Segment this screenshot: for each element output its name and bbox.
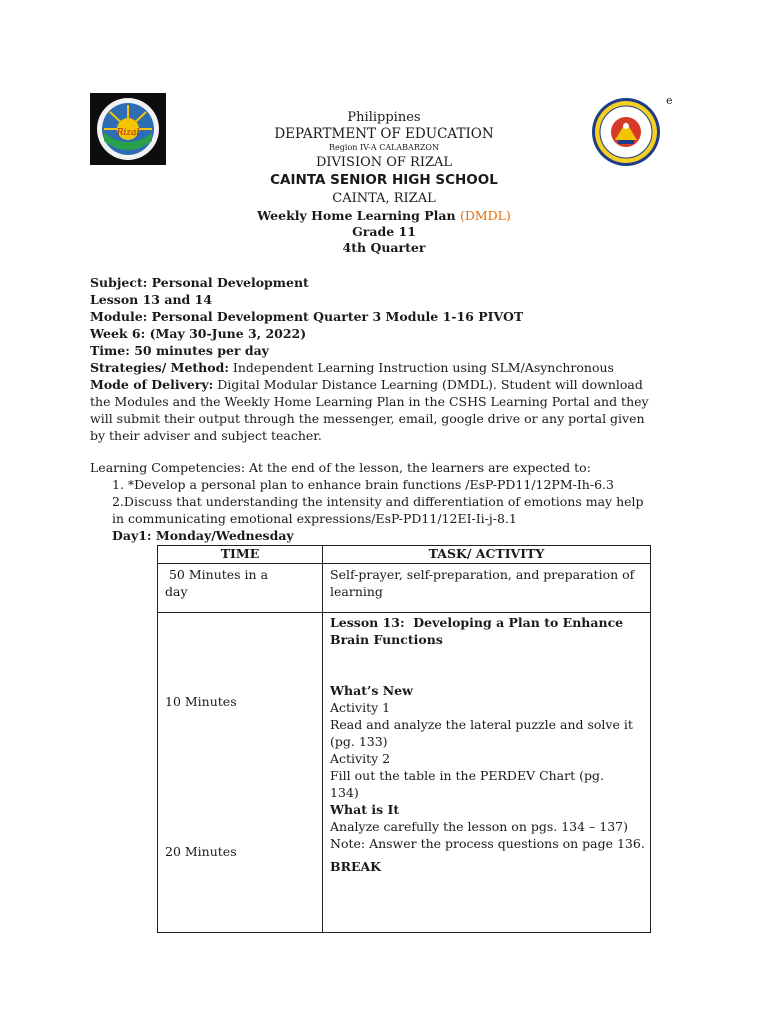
competencies-intro: Learning Competencies: At the end of the lesson, the learners are expected to: — [90, 460, 591, 475]
activity-1-desc-cont: (pg. 133) — [330, 734, 388, 749]
delivery-line-3: will submit their output through the messenger, email, google drive or any portal given — [90, 411, 645, 426]
time-10-minutes: 10 Minutes — [165, 694, 237, 709]
department-label: DEPARTMENT OF EDUCATION — [274, 126, 494, 142]
time-header: TIME — [158, 546, 323, 564]
lesson-line: Lesson 13 and 14 — [90, 292, 213, 307]
quarter-label: 4th Quarter — [342, 240, 426, 255]
time-line: Time: 50 minutes per day — [90, 343, 269, 358]
delivery-value: Digital Modular Distance Learning (DMDL). Student will download — [213, 377, 643, 392]
competency-1: 1. *Develop a personal plan to enhance brain functions /EsP-PD11/12PM-Ih-6.3 — [112, 477, 614, 492]
learning-plan-table — [157, 545, 651, 933]
grade-label: Grade 11 — [352, 224, 416, 239]
what-is-it-heading: What is It — [330, 802, 400, 817]
plan-mode: (DMDL) — [459, 208, 511, 223]
delivery-line — [90, 376, 680, 393]
activity-2-desc-cont: 134) — [330, 785, 359, 800]
activity-1-label: Activity 1 — [330, 700, 391, 715]
strategies-line — [90, 359, 680, 376]
strategies-value: Independent Learning Instruction using SLM/Asynchronous — [228, 360, 614, 375]
task-text-cont: learning — [330, 584, 383, 599]
corner-mark: e — [666, 94, 673, 107]
strategies-label: Strategies/ Method: — [90, 360, 229, 375]
delivery-line-2: the Modules and the Weekly Home Learning Plan in the CSHS Learning Portal and they — [90, 394, 649, 409]
subject-line: Subject: Personal Development — [90, 275, 309, 290]
note-text: Note: Answer the process questions on page 136. — [330, 836, 645, 851]
time-cell — [158, 564, 323, 613]
plan-title — [0, 208, 768, 223]
day-label: Day1: Monday/Wednesday — [112, 528, 294, 543]
school-location: CAINTA, RIZAL — [332, 191, 436, 206]
info-block — [90, 274, 680, 444]
activity-2-label: Activity 2 — [330, 751, 391, 766]
activity-2-desc: Fill out the table in the PERDEV Chart (pg. — [330, 768, 604, 783]
competency-2: 2.Discuss that understanding the intensity and differentiation of emotions may help — [112, 494, 644, 509]
time-text: 50 Minutes in a — [165, 567, 269, 582]
task-cell — [323, 613, 651, 933]
time-cell — [158, 613, 323, 933]
country-label: Philippines — [347, 110, 421, 125]
week-line: Week 6: (May 30-June 3, 2022) — [90, 326, 307, 341]
table-row — [158, 564, 651, 613]
lesson-title: Lesson 13: Developing a Plan to Enhance — [330, 615, 624, 630]
competencies-block — [90, 459, 680, 544]
school-name: CAINTA SENIOR HIGH SCHOOL — [270, 172, 498, 188]
region-label: Region IV-A CALABARZON — [329, 143, 439, 152]
svg-text:Rizal: Rizal — [116, 128, 140, 138]
table-row — [158, 613, 651, 933]
module-line: Module: Personal Development Quarter 3 Module 1-16 PIVOT — [90, 309, 524, 324]
time-text-cont: day — [165, 584, 188, 599]
break-label: BREAK — [330, 859, 382, 874]
time-20-minutes: 20 Minutes — [165, 844, 237, 859]
analyze-text: Analyze carefully the lesson on pgs. 134 – 137) — [330, 819, 629, 834]
whats-new-heading: What’s New — [330, 683, 413, 698]
plan-title-text: Weekly Home Learning Plan — [257, 208, 456, 223]
division-label: DIVISION OF RIZAL — [315, 155, 453, 170]
competency-2-cont: in communicating emotional expressions/EsP-PD11/12EI-Ii-j-8.1 — [112, 511, 517, 526]
table-header-row — [158, 546, 651, 564]
lesson-title-cont: Brain Functions — [330, 632, 443, 647]
task-cell — [323, 564, 651, 613]
activity-1-desc: Read and analyze the lateral puzzle and solve it — [330, 717, 633, 732]
delivery-label: Mode of Delivery: — [90, 377, 214, 392]
delivery-line-4: by their adviser and subject teacher. — [90, 428, 322, 443]
task-header: TASK/ ACTIVITY — [323, 546, 651, 564]
task-text: Self-prayer, self-preparation, and preparation of — [330, 567, 635, 582]
